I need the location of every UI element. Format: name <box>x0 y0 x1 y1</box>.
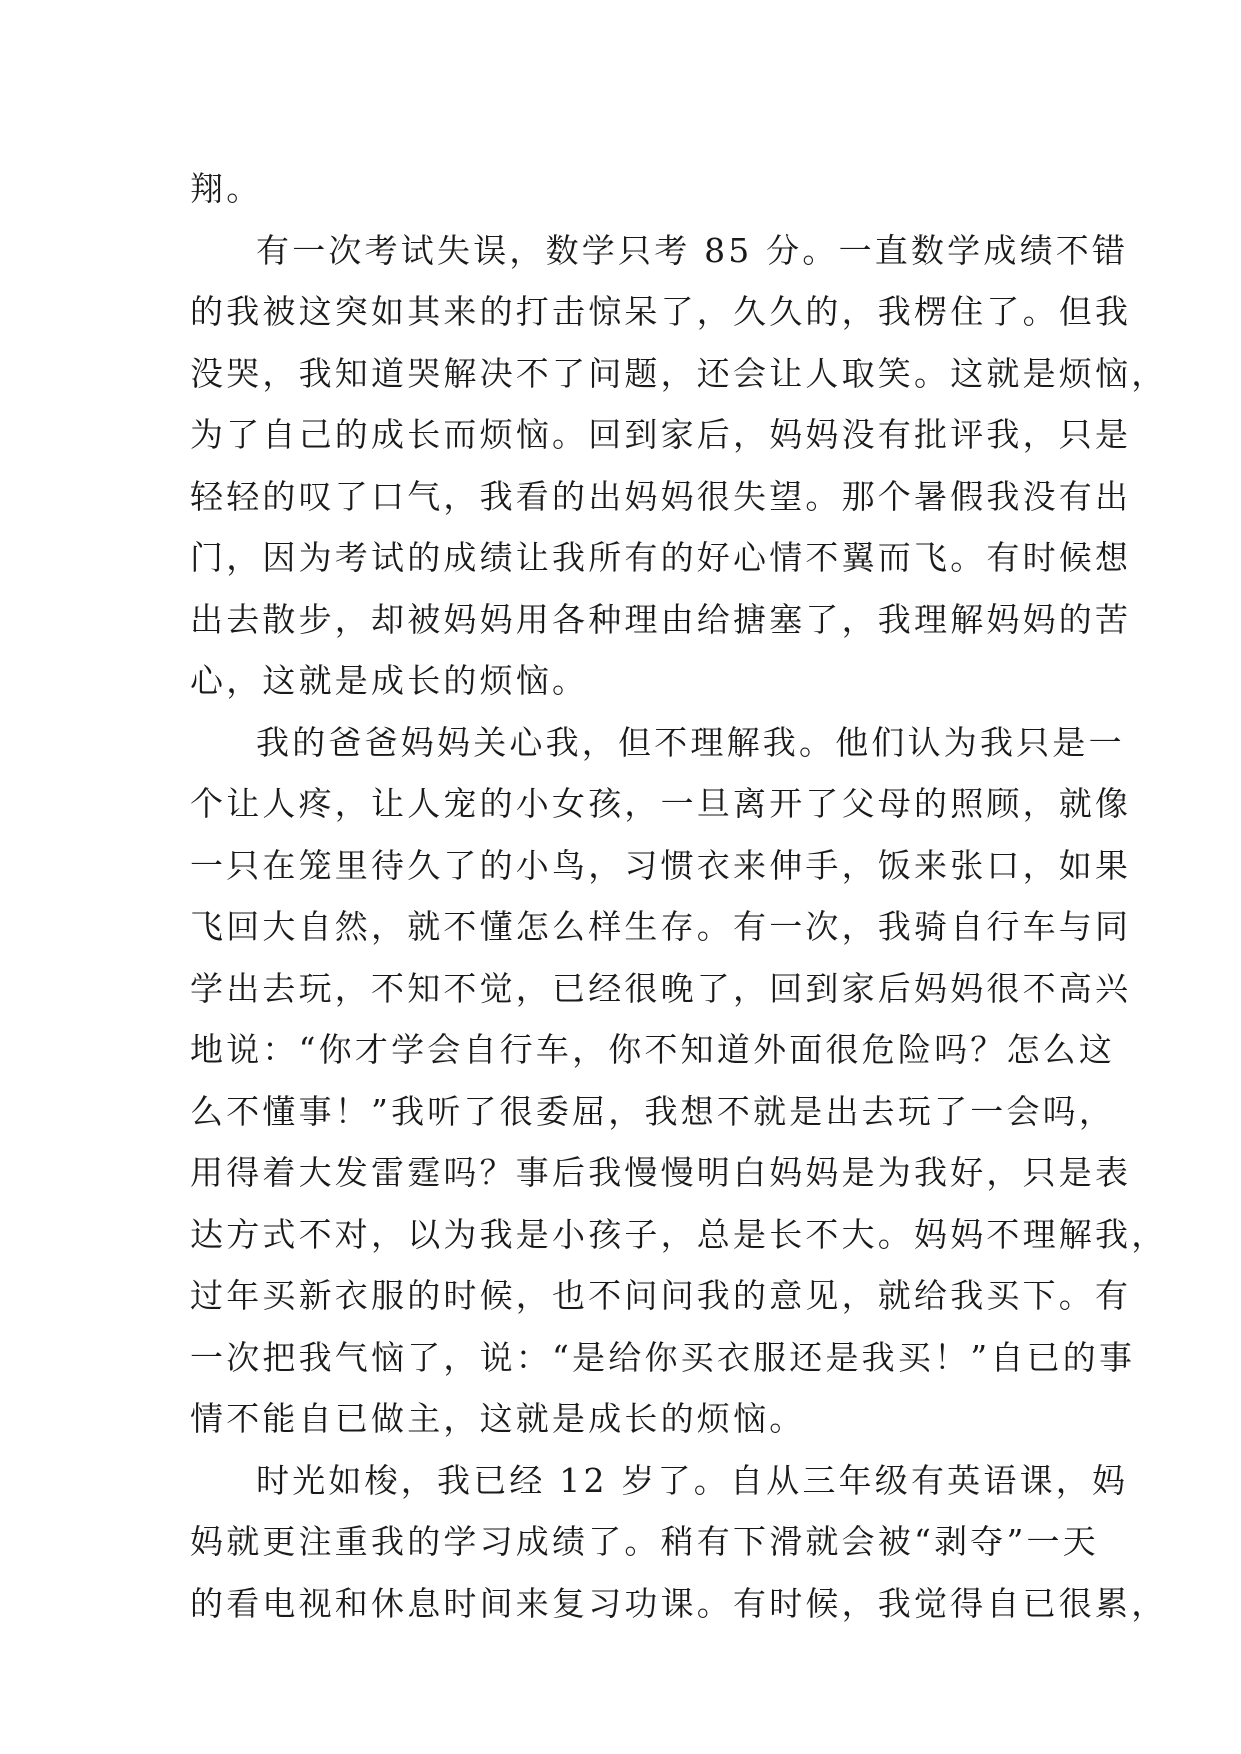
text-line: 飞回大自然，就不懂怎么样生存。有一次，我骑自行车与同 <box>190 907 1132 946</box>
text-line: 一只在笼里待久了的小鸟，习惯衣来伸手，饭来张口，如果 <box>190 845 1132 885</box>
text-line: 过年买新衣服的时候，也不问问我的意见，就给我买下。有 <box>190 1276 1132 1315</box>
text-line: 出去散步，却被妈妈用各种理由给搪塞了，我理解妈妈的苦 <box>190 599 1132 639</box>
text-line: 达方式不对，以为我是小孩子，总是长不大。妈妈不理解我， <box>190 1214 1168 1254</box>
text-line: 一次把我气恼了，说：“是给你买衣服还是我买！”自已的事 <box>190 1337 1136 1377</box>
text-line: 情不能自已做主，这就是成长的烦恼。 <box>190 1399 806 1438</box>
text-line: 个让人疼，让人宠的小女孩，一旦离开了父母的照顾，就像 <box>190 784 1132 823</box>
text-line: 么不懂事！”我听了很委屈，我想不就是出去玩了一会吗， <box>190 1091 1116 1131</box>
text-line: 的我被这突如其来的打击惊呆了，久久的，我楞住了。但我 <box>190 292 1132 331</box>
text-line: 为了自己的成长而烦恼。回到家后，妈妈没有批评我，只是 <box>190 415 1132 454</box>
text-line: 翔。 <box>190 169 263 208</box>
text-line: 地说：“你才学会自行车，你不知道外面很危险吗？怎么这 <box>190 1030 1116 1069</box>
text-line: 妈就更注重我的学习成绩了。稍有下滑就会被“剥夺”一天 <box>190 1522 1099 1561</box>
text-line: 门，因为考试的成绩让我所有的好心情不翼而飞。有时候想 <box>190 538 1132 577</box>
text-line: 心，这就是成长的烦恼。 <box>190 661 589 700</box>
text-line: 用得着大发雷霆吗？事后我慢慢明白妈妈是为我好，只是表 <box>190 1153 1132 1192</box>
essay-body <box>190 158 1168 1634</box>
paragraph-start-line: 有一次考试失误，数学只考 85 分。一直数学成绩不错 <box>256 230 1129 270</box>
paragraph-start-line: 时光如梭，我已经 12 岁了。自从三年级有英语课，妈 <box>256 1460 1129 1500</box>
text-line: 没哭，我知道哭解决不了问题，还会让人取笑。这就是烦恼， <box>190 353 1168 393</box>
text-line: 学出去玩，不知不觉，已经很晚了，回到家后妈妈很不高兴 <box>190 968 1132 1008</box>
text-line: 轻轻的叹了口气，我看的出妈妈很失望。那个暑假我没有出 <box>190 476 1132 516</box>
text-line: 的看电视和休息时间来复习功课。有时候，我觉得自已很累， <box>190 1583 1168 1623</box>
paragraph-start-line: 我的爸爸妈妈关心我，但不理解我。他们认为我只是一 <box>256 722 1125 762</box>
